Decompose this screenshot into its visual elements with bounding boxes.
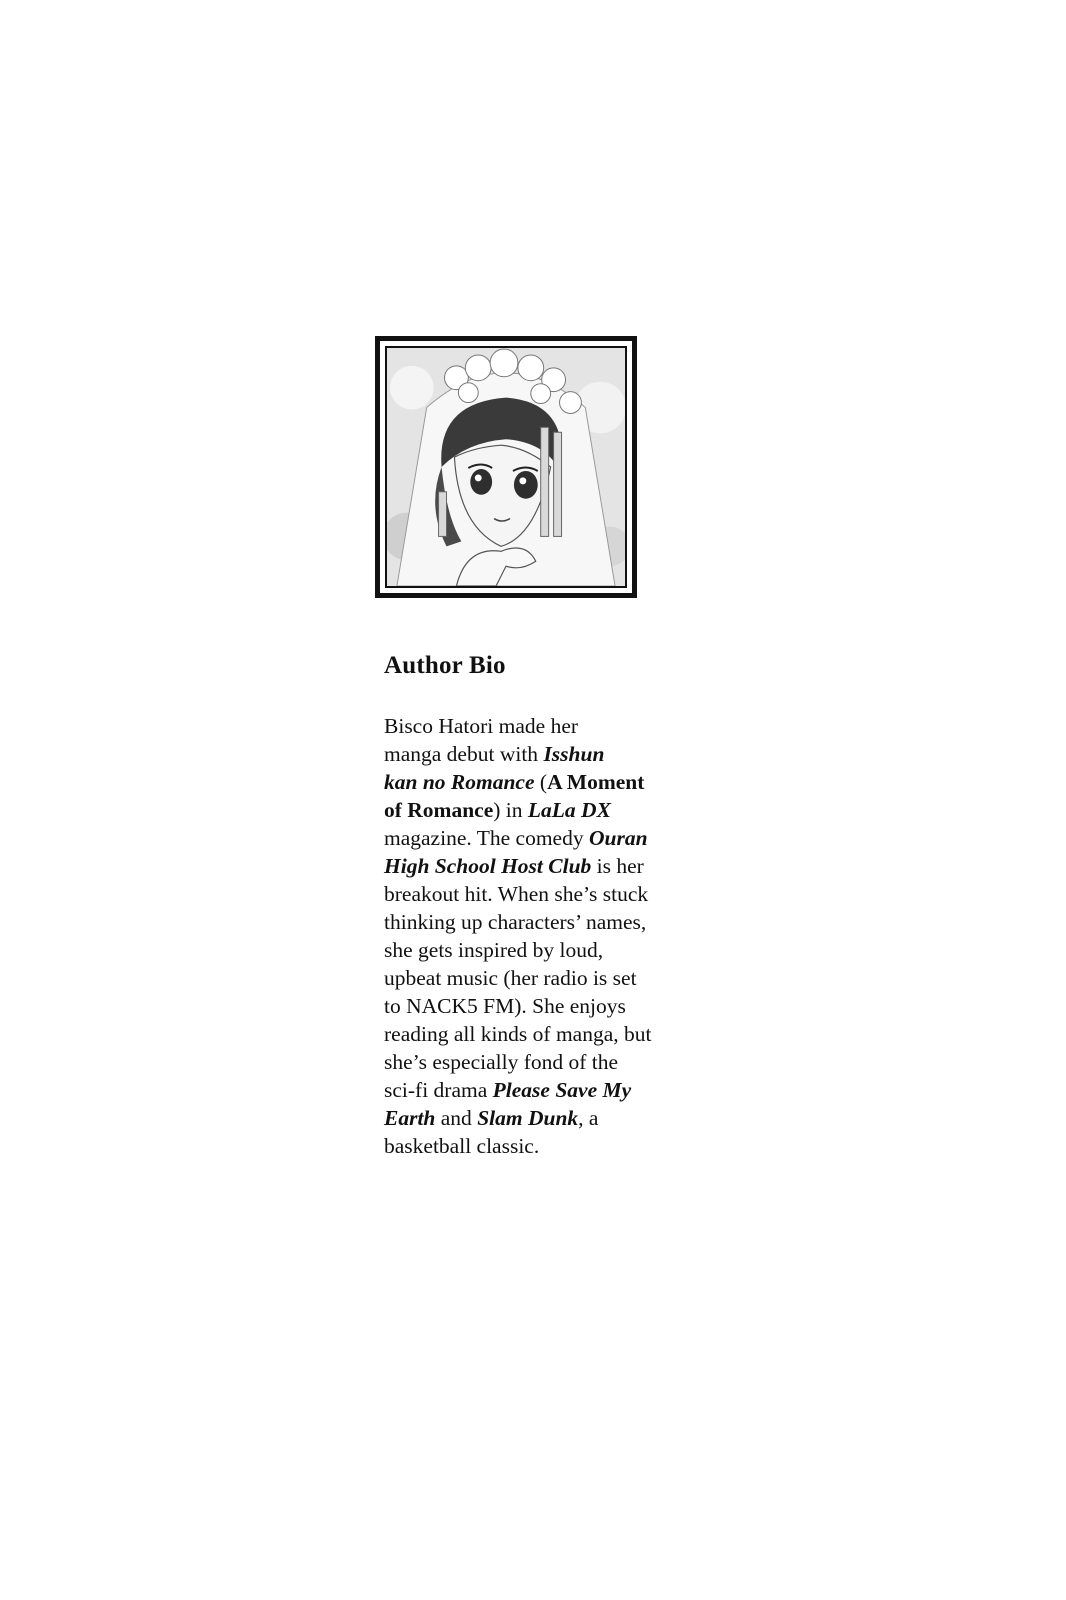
bio-line: manga debut with Isshun xyxy=(384,742,605,766)
author-portrait-illustration xyxy=(387,348,625,586)
bio-line: she gets inspired by loud, xyxy=(384,938,604,962)
bio-line: magazine. The comedy Ouran xyxy=(384,826,648,850)
magazine-title: LaLa DX xyxy=(527,798,611,822)
work-title-please-save-my-earth-cont: Earth xyxy=(384,1106,436,1130)
author-portrait-frame xyxy=(375,336,637,598)
bio-line: of Romance) in LaLa DX xyxy=(384,798,611,822)
bio-line: High School Host Club is her xyxy=(384,854,644,878)
bio-line: upbeat music (her radio is set xyxy=(384,966,637,990)
bio-line: breakout hit. When she’s stuck xyxy=(384,882,649,906)
work-title-please-save-my-earth: Please Save My xyxy=(492,1078,632,1102)
bio-line: reading all kinds of manga, but xyxy=(384,1022,652,1046)
bio-line: to NACK5 FM). She enjoys xyxy=(384,994,626,1018)
bio-line: she’s especially fond of the xyxy=(384,1050,619,1074)
bio-line: thinking up characters’ names, xyxy=(384,910,647,934)
work-translation: A Moment xyxy=(547,770,645,794)
work-title-slam-dunk: Slam Dunk xyxy=(477,1106,579,1130)
work-title-isshun-cont: kan no Romance xyxy=(384,770,535,794)
bio-line: Earth and Slam Dunk, a xyxy=(384,1106,599,1130)
work-title-isshun: Isshun xyxy=(543,742,605,766)
bio-line: kan no Romance (A Moment xyxy=(384,770,645,794)
work-translation-cont: of Romance xyxy=(384,798,494,822)
bio-line: basketball classic. xyxy=(384,1134,540,1158)
page-title: Author Bio xyxy=(384,652,506,679)
work-title-ouran-cont: High School Host Club xyxy=(384,854,592,878)
author-portrait xyxy=(385,346,627,588)
bio-line: Bisco Hatori made her xyxy=(384,714,579,738)
work-title-ouran: Ouran xyxy=(588,826,648,850)
author-bio-text xyxy=(384,712,684,1160)
bio-line: sci-fi drama Please Save My xyxy=(384,1078,632,1102)
